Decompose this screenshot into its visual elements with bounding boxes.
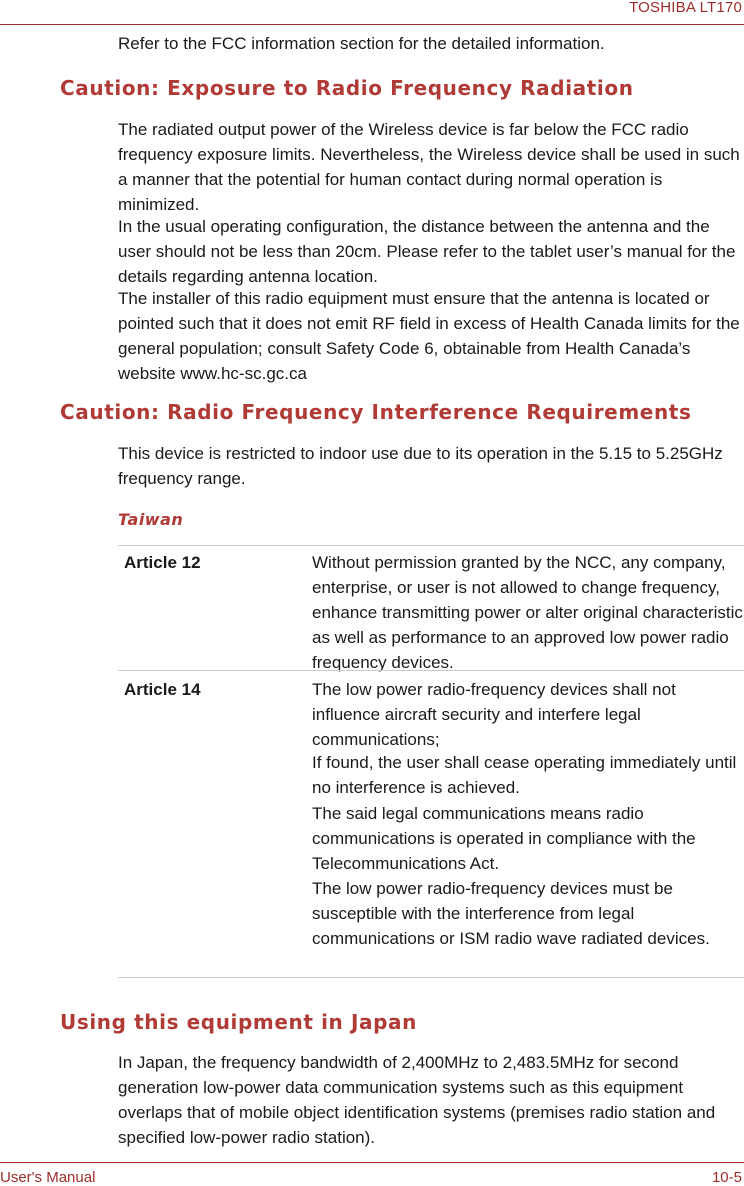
footer-manual-label: User's Manual — [0, 1169, 96, 1186]
japan-paragraph: In Japan, the frequency bandwidth of 2,400MHz to 2,483.5MHz for second generation low-power data communication systems such as this equipment overlaps that of mobile object identification systems (premises radio station and specified low-power radio station). — [118, 1053, 716, 1147]
article-12-text: Without permission granted by the NCC, any company, enterprise, or user is not allowed to change frequency, enhance transmitting power or alter original characteristic as well as performance to an approved low power radio frequency devices. — [312, 553, 743, 672]
page-number: 10-5 — [711, 1169, 742, 1186]
rf-exposure-paragraph-3: The installer of this radio equipment must ensure that the antenna is located or pointed such that it does not emit RF field in excess of Health Canada limits for the general population; consult Safety Code 6, obtainable from Health Canada’s website www.hc-sc.gc.ca — [118, 289, 740, 383]
rf-interference-paragraph: This device is restricted to indoor use due to its operation in the 5.15 to 5.25GHz frequency range. — [118, 444, 723, 488]
rf-exposure-paragraph-2: In the usual operating configuration, the distance between the antenna and the user should not be less than 20cm. Please refer to the tablet user’s manual for the details regarding antenna location. — [118, 217, 736, 286]
heading-rf-exposure: Caution: Exposure to Radio Frequency Radiation — [60, 76, 634, 100]
rf-exposure-paragraph-1: The radiated output power of the Wireless device is far below the FCC radio frequency exposure limits. Nevertheless, the Wireless device shall be used in such a manner that the potential for human contact during normal operation is minimized. — [118, 120, 740, 214]
header-title: TOSHIBA LT170 — [629, 0, 742, 16]
table-bottom-rule — [118, 977, 744, 978]
article-12-label: Article 12 — [124, 553, 201, 572]
heading-japan: Using this equipment in Japan — [60, 1010, 417, 1034]
article-14-text-4: The low power radio-frequency devices must be susceptible with the interference from legal communications or ISM radio wave radiated devices. — [312, 879, 710, 948]
header-divider — [0, 24, 744, 25]
taiwan-heading: Taiwan — [118, 510, 184, 529]
article-14-text-3: The said legal communications means radio communications is operated in compliance with the Telecommunications Act. — [312, 804, 696, 873]
intro-paragraph: Refer to the FCC information section for the detailed information. — [118, 34, 605, 53]
article-14-text-2: If found, the user shall cease operating immediately until no interference is achieved. — [312, 753, 737, 797]
article-14-label: Article 14 — [124, 680, 201, 699]
table-row-rule — [118, 670, 744, 671]
footer-divider — [0, 1162, 744, 1163]
heading-rf-interference: Caution: Radio Frequency Interference Requirements — [60, 400, 692, 424]
article-14-text-1: The low power radio-frequency devices shall not influence aircraft security and interfere legal communications; — [312, 680, 676, 749]
table-top-rule — [118, 545, 744, 546]
